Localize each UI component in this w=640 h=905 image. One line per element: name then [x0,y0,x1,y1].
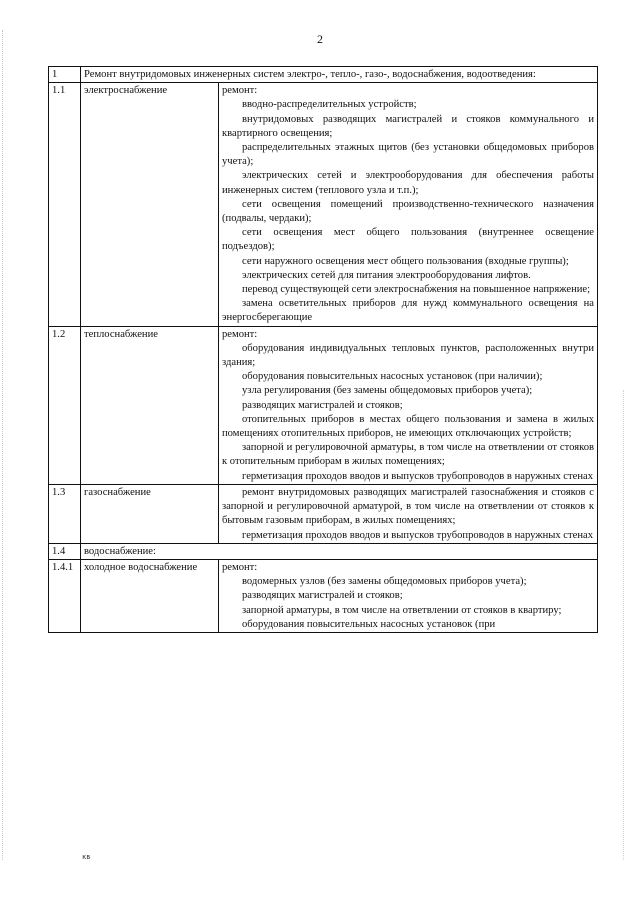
work-item: ремонт: [222,85,258,97]
works-list [219,83,598,326]
work-item: запорной и регулировочной арматуры, в том числе на ответвлении от стояков к отопительным приборам в жилых помещениях; [222,442,594,468]
system-name: теплоснабжение [81,326,219,484]
table-row [49,543,598,559]
row-number: 1.4 [49,543,81,559]
page-number: 2 [317,32,323,46]
table-row [49,559,598,632]
work-item: оборудования повысительных насосных установок (при [242,618,496,630]
work-item: распределительных этажных щитов (без установки общедомовых приборов учета); [222,142,594,168]
work-item: водомерных узлов (без замены общедомовых приборов учета); [242,576,527,588]
system-name: холодное водоснабжение [81,559,219,632]
work-item: замена осветительных приборов для нужд коммунального освещения на энергосберегающие [222,298,594,324]
work-item: запорной арматуры, в том числе на ответвлении от стояков в квартиру; [242,604,562,616]
work-item: электрических сетей и электрооборудования для обеспечения работы инженерных систем (теплового узла и т.п.); [222,170,594,196]
work-item: ремонт: [222,561,258,573]
work-item: сети наружного освещения мест общего пользования (входные группы); [242,255,569,267]
work-item: разводящих магистралей и стояков; [242,399,403,411]
table-row [49,326,598,484]
work-item: электрических сетей для питания электрооборудования лифтов. [242,269,531,281]
work-item: оборудования индивидуальных тепловых пунктов, расположенных внутри здания; [222,342,594,369]
work-item: оборудования повысительных насосных установок (при наличии); [242,371,543,383]
table-row [49,83,598,326]
work-item: герметизация проходов вводов и выпусков трубопроводов в наружных стенах [242,529,594,541]
works-table [48,66,598,633]
work-item: герметизация проходов вводов и выпусков трубопроводов в наружных стенах [242,470,594,482]
system-name: газоснабжение [81,484,219,543]
table-row [49,484,598,543]
work-item: отопительных приборов в местах общего пользования и замена в жилых помещениях отопительных приборов, не имеющих отключающих устройств; [222,413,594,440]
works-list [219,326,598,484]
table-row [49,67,598,83]
row-number: 1.3 [49,484,81,543]
work-item: сети освещения помещений производственно-технического назначения (подвалы, чердаки); [222,198,594,225]
scan-margin-left [2,30,11,860]
work-item: перевод существующей сети электроснабжения на повышенное напряжение; [242,284,591,296]
row-number: 1 [49,67,81,83]
work-item: узла регулирования (без замены общедомовых приборов учета); [242,385,533,397]
work-item: внутридомовых разводящих магистралей и стояков коммунального и квартирного освещения; [222,113,594,139]
work-item: ремонт внутридомовых разводящих магистралей газоснабжения и стояков с запорной и регулировочной арматурой, в том числе на ответвлении от стояков к бытовым газовым приборам, в жилых помещениях; [222,486,594,527]
work-item: разводящих магистралей и стояков; [242,590,403,602]
work-item: сети освещения мест общего пользования (внутреннее освещение подъездов); [222,227,594,253]
work-item: ремонт: [222,328,258,340]
row-number: 1.4.1 [49,559,81,632]
row-number: 1.2 [49,326,81,484]
works-list [219,484,598,543]
section-heading: Ремонт внутридомовых инженерных систем электро-, тепло-, газо-, водоснабжения, водоотведения: [81,67,598,83]
works-list [219,559,598,632]
section-heading: водоснабжение: [81,543,598,559]
system-name: электроснабжение [81,83,219,326]
scan-margin-right [623,390,628,860]
row-number: 1.1 [49,83,81,326]
work-item: вводно-распределительных устройств; [242,99,417,111]
footer-mark: кв [82,853,91,861]
